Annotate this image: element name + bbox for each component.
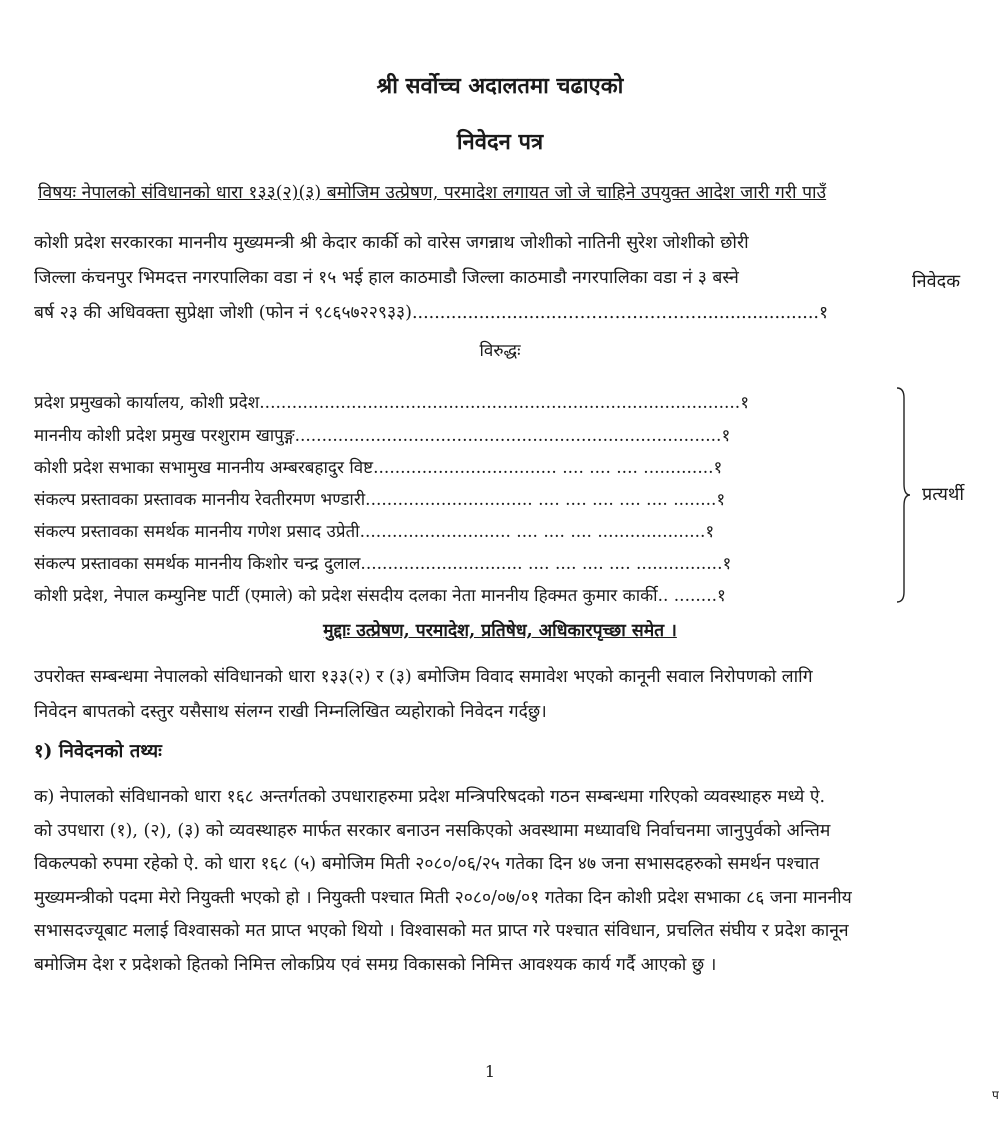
respondent-item: संकल्प प्रस्तावका प्रस्तावक माननीय रेवतीरमण भण्डारी............................... .... .... .... .... .... ........१ — [34, 490, 726, 510]
versus-label: विरुद्धः — [479, 341, 521, 361]
fact-line: बमोजिम देश र प्रदेशको हितको निमित्त लोकप्रिय एवं समग्र विकासको निमित्त आवश्यक कार्य गर्दै आएको छु । — [34, 955, 717, 975]
section-heading: १) निवेदनको तथ्यः — [34, 741, 162, 762]
fact-line: विकल्पको रुपमा रहेको ऐ. को धारा १६८ (५) बमोजिम मिती २०८०/०६/२५ गतेका दिन ४७ जना सभासदहरुको समर्थन पश्चात — [34, 854, 820, 874]
issue-line: मुद्दाः उत्प्रेषण, परमादेश, प्रतिषेध, अधिकारपृच्छा समेत । — [323, 621, 677, 641]
document-title: श्री सर्वोच्च अदालतमा चढाएको — [376, 73, 624, 99]
document-subtitle: निवेदन पत्र — [456, 129, 544, 155]
respondent-item: कोशी प्रदेश, नेपाल कम्युनिष्ट पार्टी (एमाले) को प्रदेश संसदीय दलका नेता माननीय हिक्मत कुमार कार्की.. ........१ — [34, 586, 726, 606]
petitioner-label: निवेदक — [912, 271, 961, 292]
page-number: 1 — [484, 1062, 496, 1081]
petitioner-line: कोशी प्रदेश सरकारका माननीय मुख्यमन्त्री श्री केदार कार्की को वारेस जगन्नाथ जोशीको नातिनी सुरेश जोशीको छोरी — [34, 233, 749, 253]
subject-line: विषयः नेपालको संविधानको धारा १३३(२)(३) बमोजिम उत्प्रेषण, परमादेश लगायत जो जे चाहिने उपयुक्त आदेश जारी गरी पाउँ — [38, 183, 827, 203]
fact-line: क) नेपालको संविधानको धारा १६८ अन्तर्गतको उपधाराहरुमा प्रदेश मन्त्रिपरिषदको गठन सम्बन्धमा गरिएको व्यवस्थाहरु मध्ये ऐ. — [34, 787, 826, 807]
curly-brace — [895, 386, 911, 604]
intro-line: उपरोक्त सम्बन्धमा नेपालको संविधानको धारा १३३(२) र (३) बमोजिम विवाद समावेश भएको कानूनी सवाल निरोपणको लागि — [34, 667, 813, 687]
petitioner-line: बर्ष २३ की अधिवक्ता सुप्रेक्षा जोशी (फोन नं ९८६५७२२९३३)...........................…………………….....................१ — [34, 303, 829, 323]
fact-line: मुख्यमन्त्रीको पदमा मेरो नियुक्ती भएको हो । नियुक्ती पश्चात मिती २०८०/०७/०१ गतेका दिन कोशी प्रदेश सभाका ८६ जना माननीय — [34, 888, 852, 908]
respondent-item: संकल्प प्रस्तावका समर्थक माननीय किशोर चन्द्र दुलाल.............................. .... .... .... .... ................१ — [34, 554, 732, 574]
corner-mark: प — [992, 1088, 999, 1102]
respondent-item: संकल्प प्रस्तावका समर्थक माननीय गणेश प्रसाद उप्रेती............................ .... .... .... ....................१ — [34, 522, 715, 542]
fact-line: को उपधारा (१), (२), (३) को व्यवस्थाहरु मार्फत सरकार बनाउन नसकिएको अवस्थामा मध्यावधि निर्वाचनमा जानुपुर्वको अन्तिम — [34, 821, 831, 841]
petitioner-line: जिल्ला कंचनपुर भिमदत्त नगरपालिका वडा नं १५ भई हाल काठमाडौ जिल्ला काठमाडौ नगरपालिका वडा नं ३ बस्ने — [34, 268, 739, 288]
respondent-item: कोशी प्रदेश सभाका सभामुख माननीय अम्बरबहादुर विष्ट.................................. .... .... .... .............१ — [34, 458, 723, 478]
respondent-item: माननीय कोशी प्रदेश प्रमुख परशुराम खापुङ्ग...............................................................................१ — [34, 426, 731, 446]
fact-line: सभासदज्यूबाट मलाई विश्वासको मत प्राप्त भएको थियो । विश्वासको मत प्राप्त गरे पश्चात संविधान, प्रचलित संघीय र प्रदेश कानून — [34, 921, 849, 941]
respondent-item: प्रदेश प्रमुखको कार्यालय, कोशी प्रदेश.........................................................................................१ — [34, 393, 750, 413]
respondent-label: प्रत्यर्थी — [922, 484, 965, 505]
intro-line: निवेदन बापतको दस्तुर यसैसाथ संलग्न राखी निम्नलिखित व्यहोराको निवेदन गर्दछु। — [34, 702, 547, 722]
